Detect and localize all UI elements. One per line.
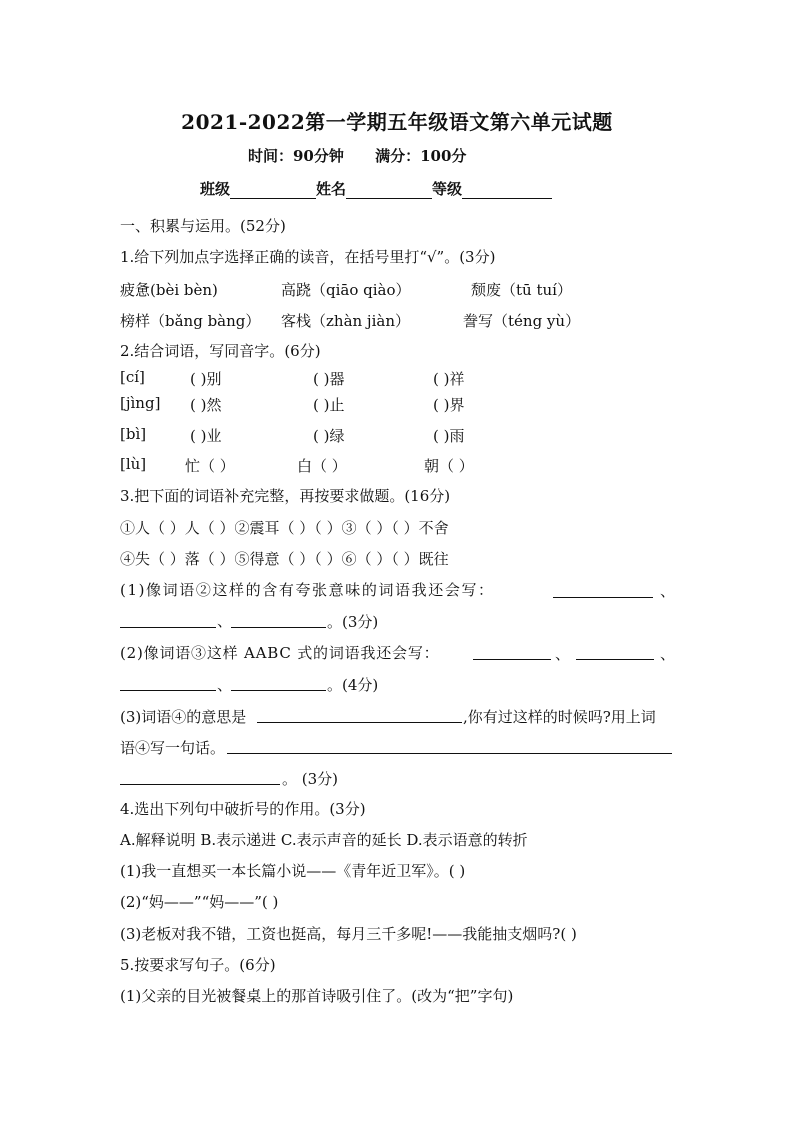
q5-prompt: 5.按要求写句子。(6分) xyxy=(120,956,276,974)
q3-sub2: (2)像词语③这样 AABC 式的词语我还会写： xyxy=(120,644,440,662)
q2-blank: ( )器 xyxy=(313,370,345,388)
q2-blank: ( )界 xyxy=(433,396,465,414)
q2-prompt: 2.结合词语，写同音字。(6分) xyxy=(120,342,321,360)
q2-pinyin: [lù] xyxy=(120,455,147,473)
q1-item: 高跷（qiāo qiào） xyxy=(281,281,411,299)
exam-time: 时间：90分钟 xyxy=(248,147,344,165)
answer-line[interactable] xyxy=(231,627,326,628)
class-label: 班级 xyxy=(200,180,231,198)
answer-line[interactable] xyxy=(257,722,462,723)
q3-words-row: ④失（ ）落（ ）⑤得意（ ）（ ）⑥（ ）（ ）既往 xyxy=(120,550,449,568)
page-title: 2021-2022第一学期五年级语文第六单元试题 xyxy=(181,110,613,134)
name-label: 姓名 xyxy=(316,180,347,198)
exam-meta xyxy=(248,145,466,166)
q1-item: 疲惫(bèi bèn) xyxy=(120,281,218,299)
q3-sub1: (1)像词语②这样的含有夸张意味的词语我还会写： xyxy=(120,581,495,599)
q2-blank: 白（ ） xyxy=(297,457,347,475)
q3-sub3-cont: 语④写一句话。 xyxy=(120,739,226,757)
answer-line[interactable] xyxy=(553,597,653,598)
q2-blank: ( )别 xyxy=(190,370,222,388)
name-field[interactable] xyxy=(346,182,432,199)
q2-pinyin: [jìng] xyxy=(120,394,161,412)
section-heading: 一、积累与运用。(52分) xyxy=(120,217,286,235)
q2-pinyin: [cí] xyxy=(120,368,145,386)
q4-item: (1)我一直想买一本长篇小说——《青年近卫军》。( ) xyxy=(120,862,466,880)
answer-line[interactable] xyxy=(473,659,551,660)
grade-label: 等级 xyxy=(432,180,463,198)
q5-item: (1)父亲的目光被餐桌上的那首诗吸引住了。(改为“把”字句) xyxy=(120,987,514,1005)
q3-sub1-end: 。(3分) xyxy=(327,613,379,631)
q1-item: 客栈（zhàn jiàn） xyxy=(281,312,410,330)
q2-pinyin: [bì] xyxy=(120,425,147,443)
separator: 、 xyxy=(660,582,676,600)
q3-sub2-end: 。(4分) xyxy=(327,676,379,694)
q4-item: (3)老板对我不错，工资也挺高，每月三千多呢!——我能抽支烟吗?( ) xyxy=(120,925,577,943)
q2-blank: 朝（ ） xyxy=(424,457,474,475)
separator: 、 xyxy=(217,612,233,630)
q3-sub3: (3)词语④的意思是 xyxy=(120,708,247,726)
q2-blank: 忙（ ） xyxy=(185,457,235,475)
q2-blank: ( )业 xyxy=(190,427,222,445)
q3-prompt: 3.把下面的词语补充完整，再按要求做题。(16分) xyxy=(120,487,451,505)
q4-options: A.解释说明 B.表示递进 C.表示声音的延长 D.表示语意的转折 xyxy=(120,831,528,849)
q4-item: (2)“妈——”“妈——”( ) xyxy=(120,893,279,911)
q1-prompt: 1.给下列加点字选择正确的读音，在括号里打“√”。(3分) xyxy=(120,248,496,266)
grade-field[interactable] xyxy=(462,182,552,199)
q2-blank: ( )雨 xyxy=(433,427,465,445)
q4-prompt: 4.选出下列句中破折号的作用。(3分) xyxy=(120,800,366,818)
answer-line[interactable] xyxy=(120,784,280,785)
class-field[interactable] xyxy=(230,182,316,199)
q2-blank: ( )祥 xyxy=(433,370,465,388)
q3-words-row: ①人（ ）人（ ）②震耳（ ）（ ）③（ ）（ ）不舍 xyxy=(120,519,449,537)
answer-line[interactable] xyxy=(231,690,326,691)
separator: 、 xyxy=(555,645,571,663)
separator: 、 xyxy=(217,676,233,694)
q1-item: 榜样（bǎng bàng） xyxy=(120,312,261,330)
q1-item: 颓废（tū tuí） xyxy=(471,281,572,299)
q3-sub3-end: 。 (3分) xyxy=(282,770,339,788)
answer-line[interactable] xyxy=(227,753,672,754)
q1-item: 誊写（téng yù） xyxy=(463,312,581,330)
answer-line[interactable] xyxy=(120,627,216,628)
q2-blank: ( )然 xyxy=(190,396,222,414)
exam-full-score: 满分：100分 xyxy=(375,147,467,165)
q2-blank: ( )绿 xyxy=(313,427,345,445)
answer-line[interactable] xyxy=(576,659,654,660)
student-info-row xyxy=(200,178,552,199)
q3-sub3-cont: ,你有过这样的时候吗?用上词 xyxy=(463,708,656,726)
q2-blank: ( )止 xyxy=(313,396,345,414)
answer-line[interactable] xyxy=(120,690,216,691)
separator: 、 xyxy=(660,645,676,663)
